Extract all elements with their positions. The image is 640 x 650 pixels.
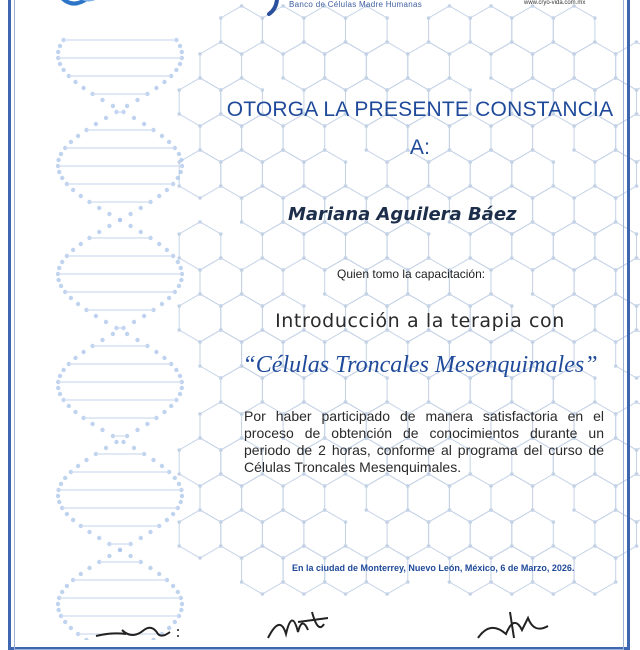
signature-center (262, 604, 342, 640)
place-and-date: En la ciudad de Monterrey, Nuevo León, México, 6 de Marzo, 2026. (292, 563, 575, 573)
hexagon-node (635, 88, 639, 92)
course-title-line1: Introducción a la terapia con (275, 310, 565, 332)
brand-mark-icon (265, 0, 285, 18)
signature-right (470, 608, 560, 640)
swoosh-logo-icon (58, 0, 118, 14)
hexagon-node (635, 304, 639, 308)
hexagon-node (635, 400, 639, 404)
certificate-body-text: Por haber participado de manera satisfactoria en el proceso de obtención de conocimientos durante un periodo de 2 horas, conforme al programa del curso de Células Troncales Mesenquimales. (244, 408, 604, 475)
course-title-line2: “Células Troncales Mesenquimales” (242, 352, 598, 378)
hexagon-node (635, 448, 639, 452)
certificate-heading-recipient-label: A: (409, 136, 431, 159)
organization-tagline: Banco de Células Madre Humanas (289, 0, 423, 9)
hexagon-node (635, 40, 639, 44)
hexagon-node (635, 472, 639, 476)
signature-left (92, 618, 192, 640)
hexagon-node (635, 184, 639, 188)
training-intro-text: Quien tomo la capacitación: (337, 267, 486, 281)
recipient-name: Mariana Aguilera Báez (288, 204, 517, 225)
hexagon-node (635, 520, 639, 524)
hexagon-node (635, 256, 639, 260)
hexagon-node (635, 232, 639, 236)
website-url: www.cryo-vida.com.mx (524, 0, 586, 6)
certificate-heading: OTORGA LA PRESENTE CONSTANCIA (226, 98, 614, 121)
hexagon-node (635, 544, 639, 548)
hexagon-node (635, 160, 639, 164)
